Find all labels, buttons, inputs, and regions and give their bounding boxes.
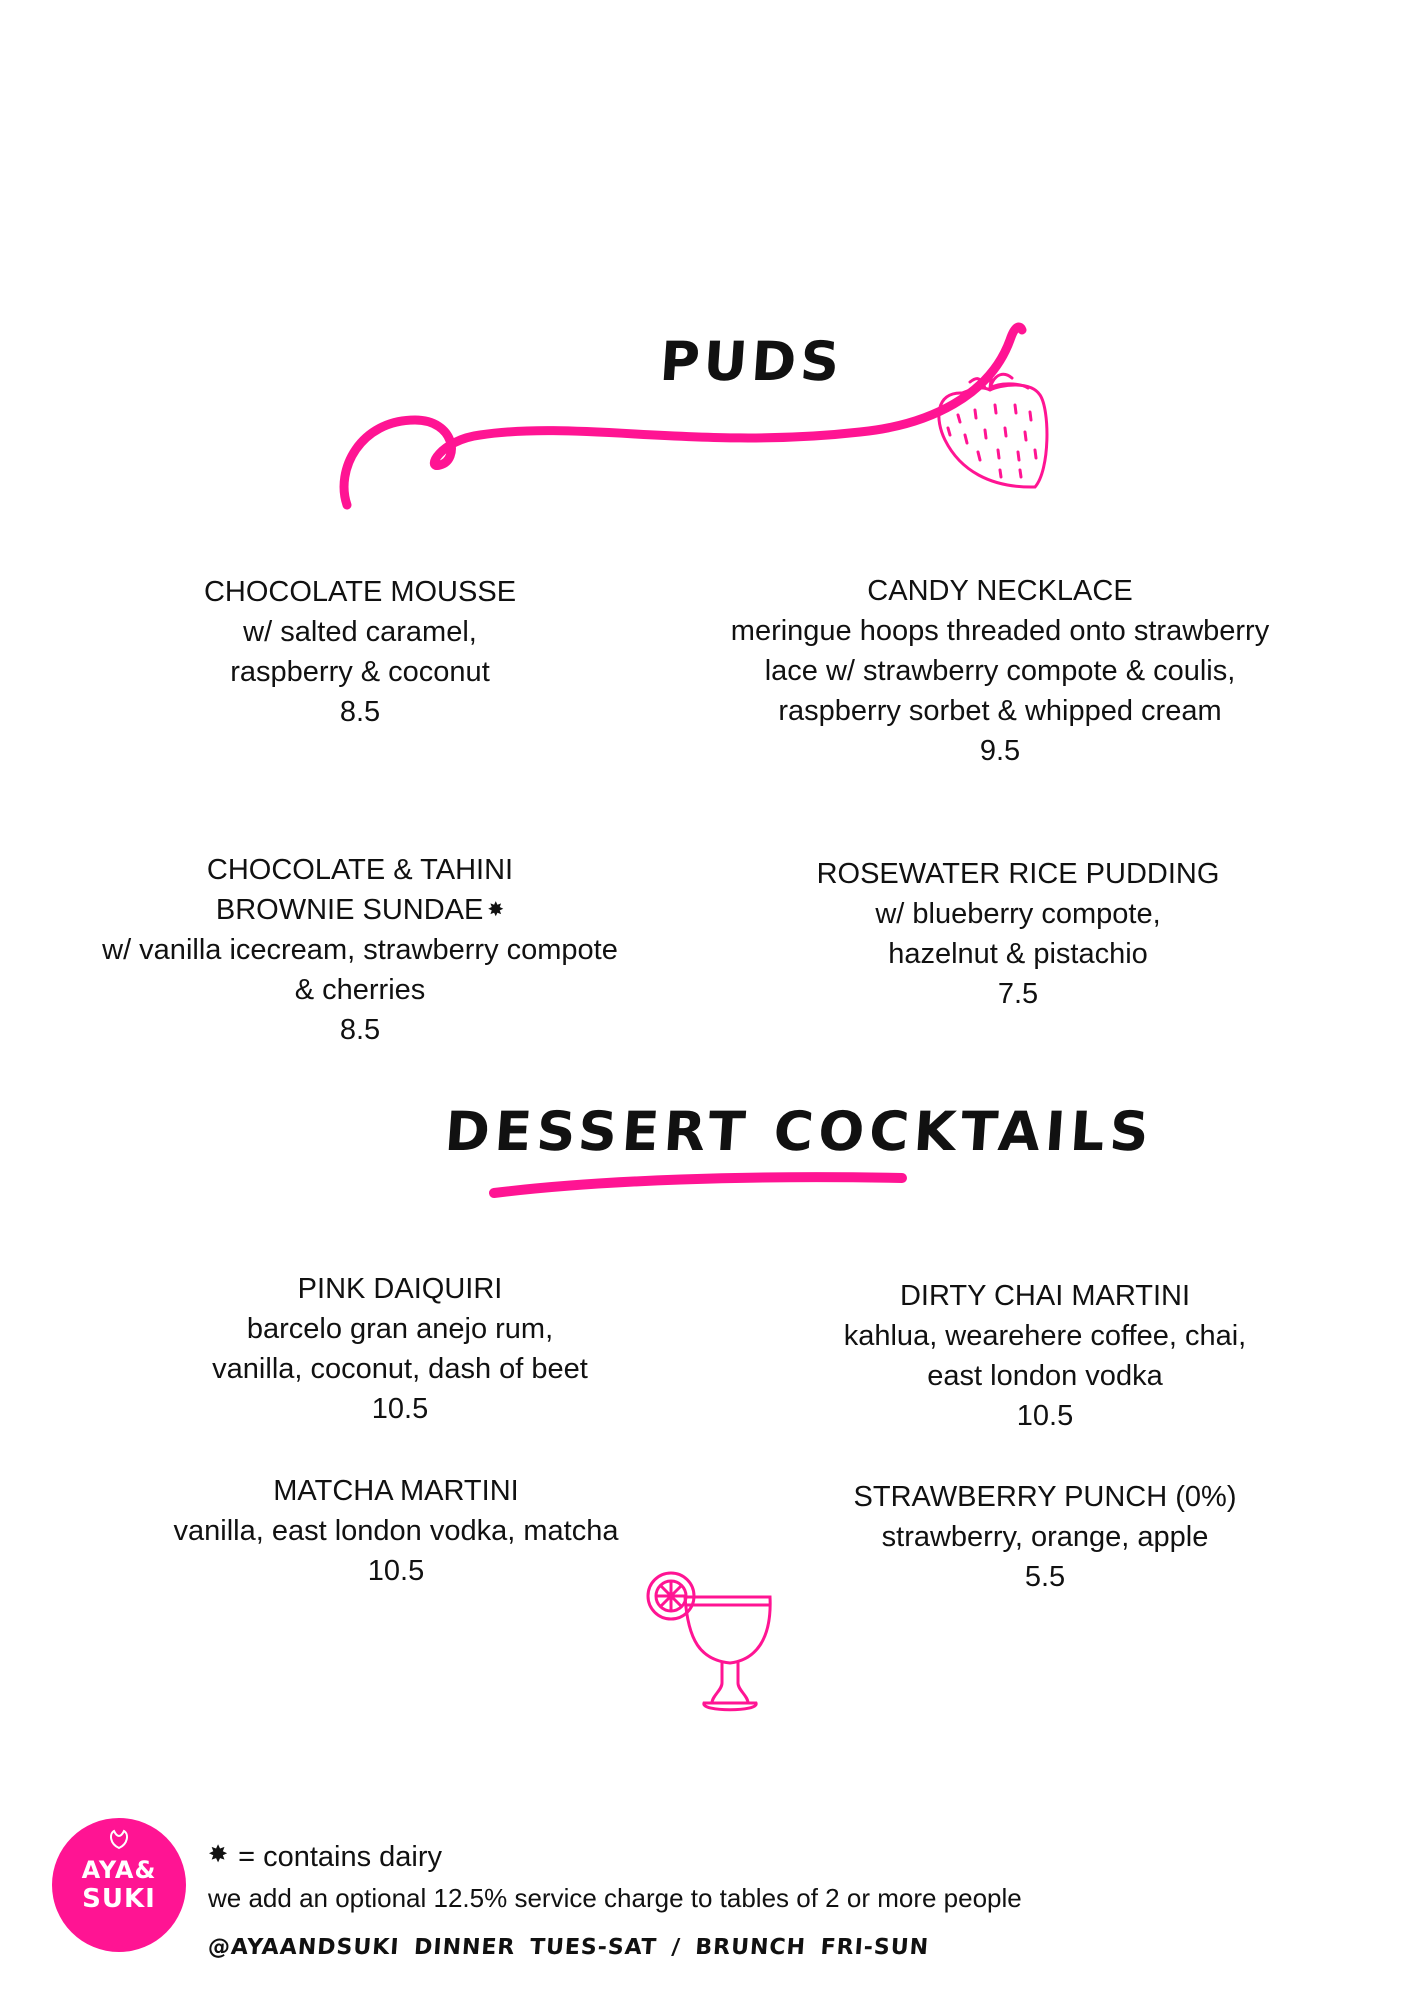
cocktail-glass-icon <box>685 1597 770 1710</box>
item-price: 9.5 <box>979 735 1021 767</box>
menu-item-chocolate-mousse <box>70 572 650 732</box>
item-desc: vanilla, east london vodka, matcha <box>173 1515 619 1547</box>
item-price: 8.5 <box>339 696 381 728</box>
cocktails-heading: DESSERT COCKTAILS <box>442 1100 1156 1163</box>
item-name: CHOCOLATE MOUSSE <box>203 576 517 608</box>
social-and-hours: @AYAANDSUKI DINNER TUES-SAT / BRUNCH FRI-SUN <box>207 1935 930 1960</box>
item-name: MATCHA MARTINI <box>273 1475 519 1507</box>
aya-suki-logo <box>52 1818 186 1952</box>
item-name: CHOCOLATE & TAHINI <box>206 854 514 886</box>
dairy-legend <box>208 1840 442 1874</box>
item-desc: w/ vanilla icecream, strawberry compote <box>102 934 618 966</box>
item-price: 5.5 <box>1024 1561 1066 1593</box>
item-price: 10.5 <box>1016 1400 1074 1432</box>
item-name: BROWNIE SUNDAE <box>215 894 484 926</box>
item-name: STRAWBERRY PUNCH (0%) <box>853 1481 1237 1513</box>
item-price: 7.5 <box>997 978 1039 1010</box>
item-desc: strawberry, orange, apple <box>881 1521 1209 1553</box>
item-desc: vanilla, coconut, dash of beet <box>212 1353 588 1385</box>
item-desc: raspberry sorbet & whipped cream <box>778 695 1222 727</box>
item-name-line-2 <box>70 890 650 930</box>
item-desc: w/ salted caramel, <box>243 616 477 648</box>
item-name: DIRTY CHAI MARTINI <box>899 1280 1191 1312</box>
menu-item-dirty-chai-martini <box>755 1276 1335 1436</box>
item-price: 10.5 <box>367 1555 425 1587</box>
menu-item-brownie-sundae <box>70 850 650 1050</box>
menu-item-rice-pudding <box>728 854 1308 1014</box>
item-name: ROSEWATER RICE PUDDING <box>816 858 1220 890</box>
item-desc: lace w/ strawberry compote & coulis, <box>764 655 1236 687</box>
logo-text-line-2: SUKI <box>82 1884 156 1914</box>
cocktails-underline <box>494 1177 902 1193</box>
menu-item-candy-necklace <box>710 571 1290 771</box>
item-desc: raspberry & coconut <box>230 656 490 688</box>
item-desc: hazelnut & pistachio <box>888 938 1148 970</box>
puds-heading: PUDS <box>657 330 846 393</box>
item-desc: w/ blueberry compote, <box>875 898 1161 930</box>
item-price: 8.5 <box>339 1014 381 1046</box>
item-desc: kahlua, wearehere coffee, chai, <box>843 1320 1247 1352</box>
legend-text: = contains dairy <box>238 1841 443 1873</box>
item-desc: barcelo gran anejo rum, <box>246 1313 554 1345</box>
item-desc: meringue hoops threaded onto strawberry <box>730 615 1270 647</box>
dairy-icon: ✸ <box>208 1841 229 1868</box>
item-price: 10.5 <box>371 1393 429 1425</box>
logo-text-line-1: AYA& <box>81 1856 157 1884</box>
item-desc: & cherries <box>294 974 426 1006</box>
dairy-icon: ✸ <box>487 899 505 921</box>
item-name: CANDY NECKLACE <box>867 575 1133 607</box>
flower-icon <box>104 1826 134 1852</box>
menu-item-strawberry-punch <box>755 1477 1335 1597</box>
menu-item-pink-daiquiri <box>110 1269 690 1429</box>
item-desc: east london vodka <box>927 1360 1163 1392</box>
item-name: PINK DAIQUIRI <box>297 1273 503 1305</box>
menu-item-matcha-martini <box>106 1471 686 1591</box>
service-charge-note: we add an optional 12.5% service charge to tables of 2 or more people <box>208 1883 1022 1913</box>
strawberry-icon <box>939 372 1047 487</box>
